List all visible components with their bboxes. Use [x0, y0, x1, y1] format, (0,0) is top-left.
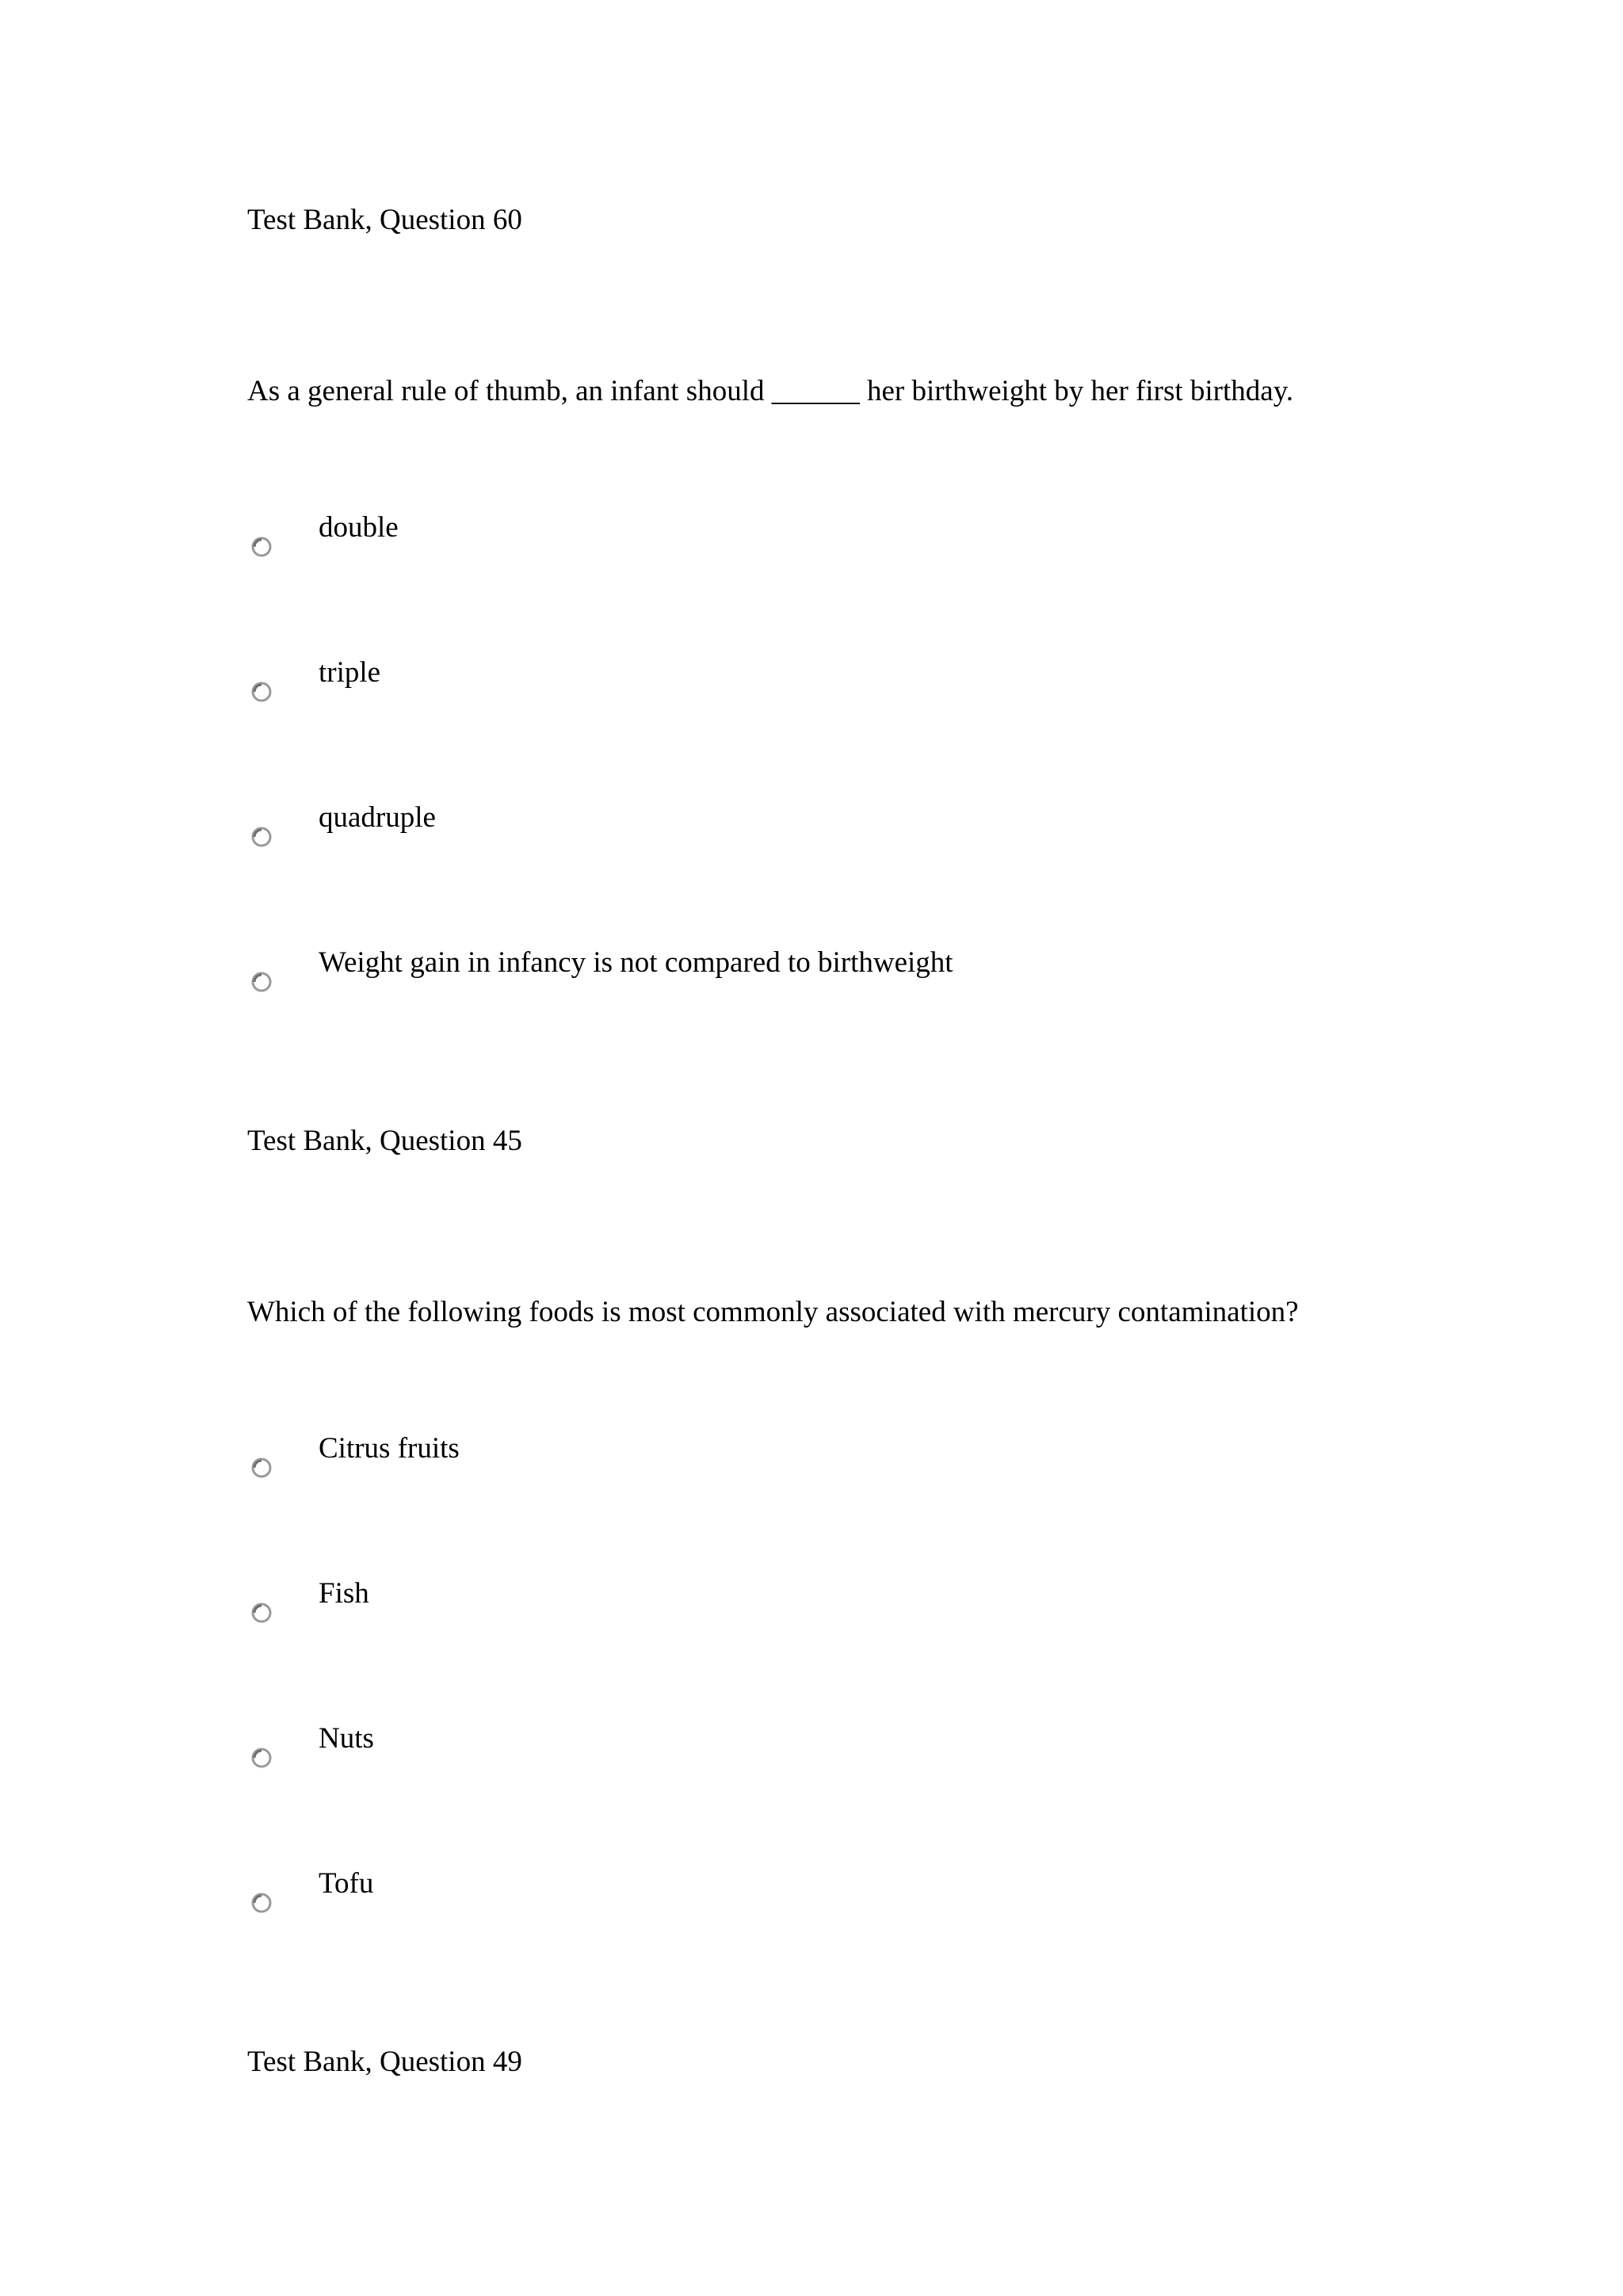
answer-option[interactable]: Weight gain in infancy is not compared to birthweight — [319, 946, 953, 979]
answer-option[interactable]: double — [319, 511, 399, 544]
answer-option[interactable]: Citrus fruits — [319, 1432, 460, 1465]
question-heading: Test Bank, Question 49 — [247, 2046, 522, 2078]
radio-icon[interactable] — [250, 971, 273, 993]
question-prompt: As a general rule of thumb, an infant should ______ her birthweight by her first birthday. — [247, 375, 1294, 407]
radio-icon[interactable] — [250, 536, 273, 558]
radio-icon[interactable] — [250, 826, 273, 848]
radio-icon[interactable] — [250, 1892, 273, 1914]
answer-option[interactable]: Nuts — [319, 1722, 374, 1755]
answer-option[interactable]: triple — [319, 656, 381, 689]
question-heading: Test Bank, Question 60 — [247, 204, 522, 236]
question-prompt: Which of the following foods is most commonly associated with mercury contamination? — [247, 1296, 1299, 1328]
question-heading: Test Bank, Question 45 — [247, 1125, 522, 1157]
radio-icon[interactable] — [250, 1602, 273, 1624]
answer-option[interactable]: quadruple — [319, 801, 436, 834]
radio-icon[interactable] — [250, 1457, 273, 1479]
answer-option[interactable]: Tofu — [319, 1867, 374, 1900]
radio-icon[interactable] — [250, 1747, 273, 1769]
answer-option[interactable]: Fish — [319, 1577, 369, 1610]
radio-icon[interactable] — [250, 681, 273, 703]
